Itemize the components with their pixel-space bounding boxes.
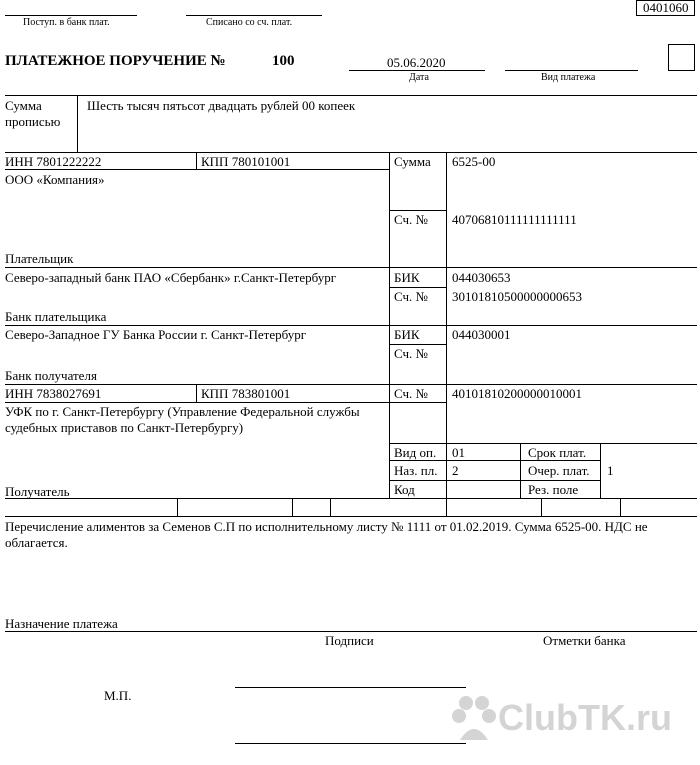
payer-top-line <box>5 152 697 153</box>
document-title: ПЛАТЕЖНОЕ ПОРУЧЕНИЕ № <box>5 53 226 69</box>
order-label: Очер. плат. <box>528 463 590 478</box>
payee-account-value: 40101810200000010001 <box>452 386 582 401</box>
payer-bank-account-value: 30101810500000000653 <box>452 289 582 304</box>
amount-words-top-line <box>5 95 697 96</box>
payer-bank-label: Банк плательщика <box>5 309 107 324</box>
codes-divider-2 <box>600 443 601 498</box>
op-type-label: Вид оп. <box>394 445 437 460</box>
form-code: 0401060 <box>643 0 689 15</box>
payee-account-label: Сч. № <box>394 386 428 401</box>
payer-sum-value: 6525-00 <box>452 154 496 169</box>
payer-bik-bottom-line <box>389 287 446 288</box>
payer-sum-label: Сумма <box>394 154 431 169</box>
payee-name-line2: судебных приставов по Санкт-Петербургу) <box>5 420 244 435</box>
tax-fields-bottom-line <box>5 516 697 517</box>
op-type-value: 01 <box>452 445 465 460</box>
term-label: Срок плат. <box>528 445 587 460</box>
purpose-code-value: 2 <box>452 463 459 478</box>
received-label: Поступ. в банк плат. <box>23 17 110 28</box>
codes-top-line <box>389 443 697 444</box>
payer-kpp: КПП 780101001 <box>201 154 291 169</box>
payer-name: ООО «Компания» <box>5 172 105 187</box>
payee-bank-label: Банк получателя <box>5 368 97 383</box>
purpose-label: Назначение платежа <box>5 616 118 631</box>
payer-bottom-line <box>5 267 697 268</box>
tax-field-divider-1 <box>177 498 178 516</box>
payee-bank-bik-label: БИК <box>394 327 420 342</box>
codes-row1-line <box>389 460 600 461</box>
bank-marks-label: Отметки банка <box>543 633 626 648</box>
tax-field-divider-2 <box>292 498 293 516</box>
payee-kpp: КПП 783801001 <box>201 386 291 401</box>
watermark-logo-icon <box>452 694 496 742</box>
payer-bank-account-label: Сч. № <box>394 289 428 304</box>
debited-line <box>186 15 322 16</box>
amount-words-label-1: Сумма <box>5 98 42 113</box>
payee-inn: ИНН 7838027691 <box>5 386 102 401</box>
payee-bik-bottom-line <box>389 344 446 345</box>
amount-words-divider <box>77 95 78 152</box>
payer-bank-bik-value: 044030653 <box>452 270 511 285</box>
inn-kpp-bottom-line <box>5 169 389 170</box>
payee-inn-kpp-bottom-line <box>5 402 389 403</box>
debited-label: Списано со сч. плат. <box>206 17 293 28</box>
amount-words-value: Шесть тысяч пятьсот двадцать рублей 00 копеек <box>87 98 356 113</box>
signatures-label: Подписи <box>325 633 374 648</box>
document-date: 05.06.2020 <box>387 55 446 70</box>
payer-inn-kpp-divider <box>196 152 197 169</box>
payer-bank-bottom-line <box>5 325 697 326</box>
codes-divider-1 <box>520 443 521 498</box>
payee-bottom-line <box>5 498 697 499</box>
payee-label: Получатель <box>5 484 70 499</box>
purpose-line1: Перечисление алиментов за Семенов С.П по исполнительному листу № 1111 от 01.02.2019. Сумма 6525-00. НДС не <box>5 519 648 534</box>
document-number: 100 <box>272 53 295 69</box>
purpose-line2: облагается. <box>5 535 68 550</box>
payer-bank-bik-label: БИК <box>394 270 420 285</box>
payment-type-line <box>505 70 638 71</box>
payment-type-label: Вид платежа <box>541 72 596 83</box>
payee-bank-bik-value: 044030001 <box>452 327 511 342</box>
payee-bank-name: Северо-Западное ГУ Банка России г. Санкт-Петербург <box>5 327 307 342</box>
stamp-label: М.П. <box>104 688 132 703</box>
received-line <box>5 15 137 16</box>
tax-field-divider-4 <box>446 498 447 516</box>
signature-line-2 <box>235 743 466 744</box>
order-value: 1 <box>607 463 614 478</box>
payer-label: Плательщик <box>5 251 74 266</box>
payee-bank-bottom-line <box>5 384 697 385</box>
payee-bank-account-label: Сч. № <box>394 346 428 361</box>
watermark-text: ClubTK.ru <box>498 697 672 738</box>
reserve-label: Рез. поле <box>528 482 579 497</box>
purpose-bottom-line <box>5 631 697 632</box>
payee-inn-kpp-divider <box>196 384 197 402</box>
date-label: Дата <box>409 72 429 83</box>
payer-account-label: Сч. № <box>394 212 428 227</box>
purpose-code-label: Наз. пл. <box>394 463 438 478</box>
payee-account-bottom-line <box>389 402 446 403</box>
date-line <box>349 70 485 71</box>
payer-account-value: 40706810111111111111 <box>452 212 577 227</box>
payer-inn: ИНН 7801222222 <box>5 154 102 169</box>
payer-sum-bottom-line <box>389 210 446 211</box>
tax-field-divider-5 <box>541 498 542 516</box>
tax-field-divider-3 <box>330 498 331 516</box>
code-label: Код <box>394 482 415 497</box>
payee-name-line1: УФК по г. Санкт-Петербургу (Управление Федеральной службы <box>5 404 360 419</box>
payer-bank-name: Северо-западный банк ПАО «Сбербанк» г.Санкт-Петербург <box>5 270 337 285</box>
status-box <box>668 44 695 71</box>
tax-field-divider-6 <box>620 498 621 516</box>
codes-row2-line <box>389 480 600 481</box>
amount-words-label-2: прописью <box>5 114 61 129</box>
signature-line-1 <box>235 687 466 688</box>
